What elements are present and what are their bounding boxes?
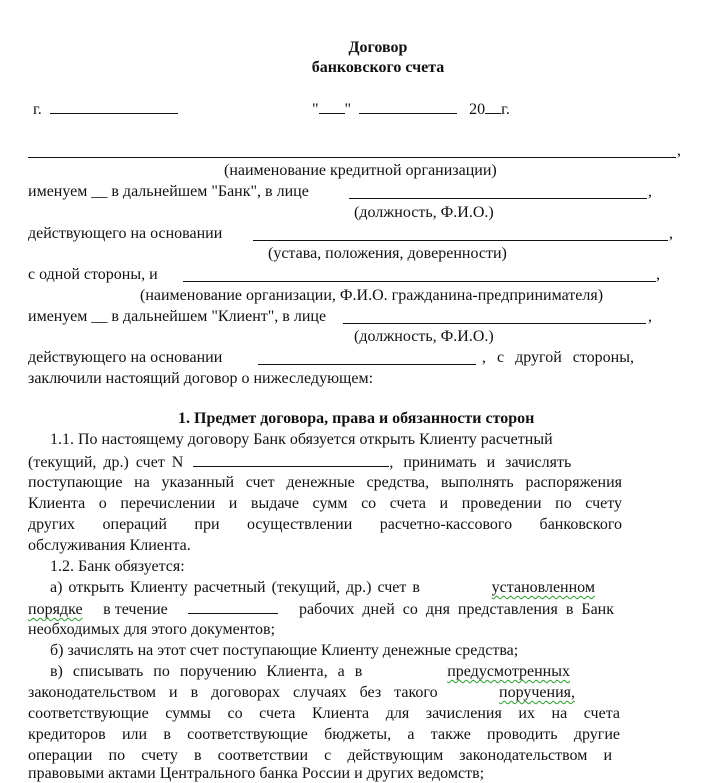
v-line-3: соответствующие суммы со счета Клиента для зачисления их на счета (28, 705, 620, 722)
v-line-1-text: в) списывать по поручению Клиента, а в (50, 663, 363, 680)
year-suffix: г. (501, 101, 510, 118)
credit-org-blank (28, 157, 676, 158)
caption-client-org: (наименование организации, Ф.И.О. гражданина-предпринимателя) (140, 287, 604, 304)
b-line-1: б) зачислять на этот счет поступающие Клиенту денежные средства; (50, 642, 519, 659)
a-line-2-underlined: порядке (28, 601, 83, 618)
section-1-heading: 1. Предмет договора, права и обязанности сторон (178, 410, 535, 427)
a-line-1-underlined: установленном (491, 579, 595, 596)
v-line-2 (28, 683, 575, 702)
caption-position-1: (должность, Ф.И.О.) (354, 204, 494, 221)
concluded-text: заключили настоящий договор о нижеследующем: (28, 370, 374, 387)
comma: , (656, 266, 660, 283)
day-blank (319, 99, 345, 114)
a-line-2-tail: рабочих дней со дня представления в Банк (298, 601, 614, 618)
days-blank (188, 599, 278, 614)
p1-line-5: других операций при осуществлении расчетно-кассового банковского (28, 516, 622, 533)
one-side-text: с одной стороны, и (28, 266, 158, 283)
v-line-2-underlined: поручения, (499, 684, 575, 701)
v-line-6: правовыми актами Центрального банка России и других ведомств; (28, 765, 485, 782)
acting-basis-text-2: действующего на основании (28, 349, 223, 366)
v-line-4: кредиторов или в соответствующие бюджеты, а также проводить другие (28, 726, 620, 743)
caption-credit-org: (наименование кредитной организации) (224, 162, 497, 179)
acting-basis-text-1: действующего на основании (28, 225, 223, 242)
caption-charter: (устава, положения, доверенности) (268, 245, 507, 262)
date-field (312, 99, 510, 119)
document-title: Договор (348, 39, 408, 56)
v-line-1-underlined: предусмотренных (447, 663, 570, 680)
document-subtitle: банковского счета (311, 59, 445, 76)
p1-line-6: обслуживания Клиента. (28, 537, 191, 554)
bank-basis-blank (253, 240, 668, 241)
city-prefix: г. (33, 101, 42, 118)
other-side-text: , с другой стороны, (482, 349, 634, 366)
comma: , (677, 142, 681, 159)
comma: , (669, 225, 673, 242)
year-blank (485, 99, 501, 114)
client-basis-blank (258, 364, 476, 365)
v-line-2-text: законодательством и в договорах случаях без такого (28, 684, 438, 701)
comma: , (648, 183, 652, 200)
a-line-1 (50, 578, 595, 597)
account-number-blank (193, 452, 389, 467)
caption-position-2: (должность, Ф.И.О.) (354, 328, 494, 345)
year-prefix: 20 (469, 101, 486, 118)
client-representative-blank (343, 323, 646, 324)
city-blank (50, 99, 178, 114)
date-quote-close: " (344, 101, 352, 118)
p1-line-2 (28, 452, 571, 472)
account-label: (текущий, др.) счет N (28, 454, 184, 471)
p1-line-3: поступающие на указанный счет денежные средства, выполнять распоряжения (28, 474, 622, 491)
client-named-text: именуем __ в дальнейшем "Клиент", в лице (28, 308, 327, 325)
month-blank (359, 99, 457, 114)
client-org-blank (183, 281, 656, 282)
city-field (33, 99, 178, 119)
a-line-3: необходимых для этого документов; (28, 621, 276, 638)
p1-line-2-tail: , принимать и зачислять (389, 454, 572, 471)
bank-named-text: именуем __ в дальнейшем "Банк", в лице (28, 183, 309, 200)
a-line-1-text: а) открыть Клиенту расчетный (текущий, др.) счет в (50, 579, 420, 596)
p1-line-4: Клиента о перечислении и выдаче сумм со счета и проведении по счету (28, 495, 622, 512)
p1-line-1: 1.1. По настоящему договору Банк обязуется открыть Клиенту расчетный (50, 431, 553, 448)
a-line-2 (28, 599, 614, 619)
p2-heading: 1.2. Банк обязуется: (50, 558, 185, 575)
a-line-2-mid: в течение (103, 601, 168, 618)
comma: , (648, 308, 652, 325)
v-line-1 (50, 662, 570, 681)
v-line-5: операции по счету в соответствии с действующим законодательством и (28, 747, 612, 764)
bank-representative-blank (349, 198, 647, 199)
date-quote-open: " (312, 101, 319, 118)
